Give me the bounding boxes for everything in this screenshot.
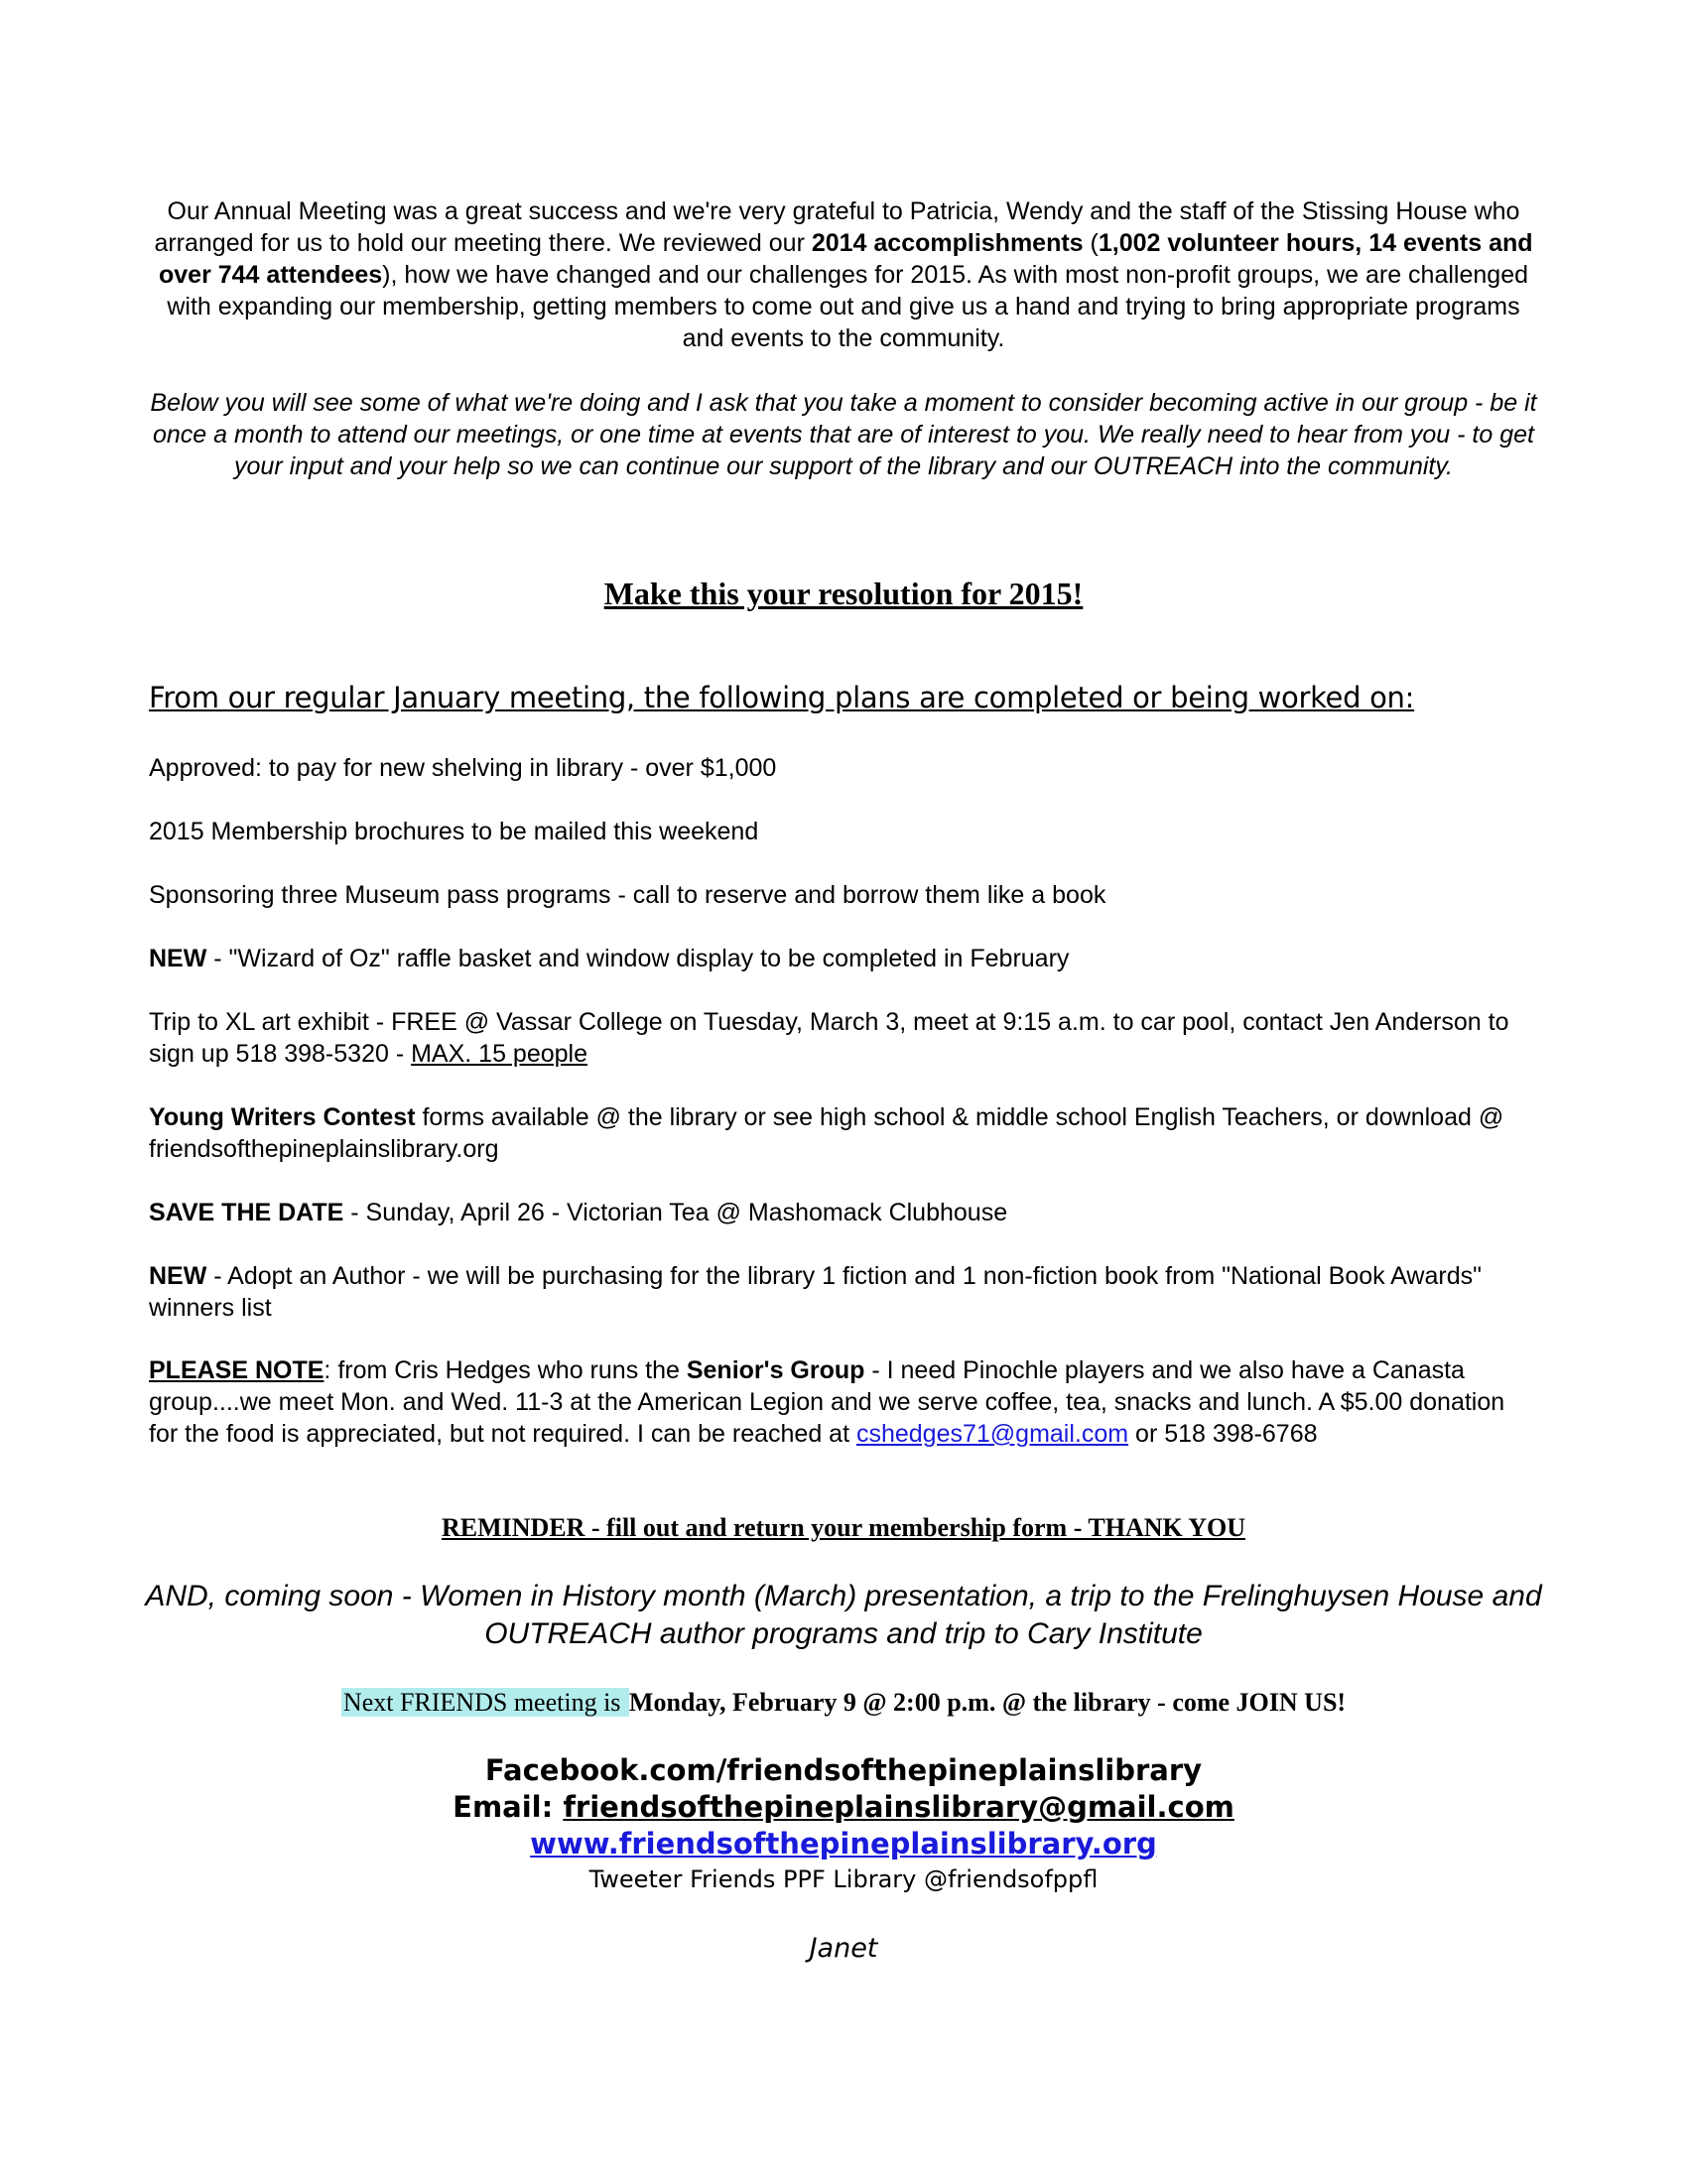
intro-accomplishments: 2014 accomplishments (811, 229, 1084, 257)
email-link[interactable]: friendsofthepineplainslibrary@gmail.com (563, 1790, 1234, 1824)
resolution-heading-text: Make this your resolution for 2015! (603, 576, 1084, 611)
signature-text: Janet (809, 1933, 878, 1964)
coming-soon (139, 1578, 1548, 1653)
intro-text-1: Our Annual Meeting was a great success and we're very grateful to Patricia, Wendy and the staff of the Stissing House who arranged for us to hold our meeting there. We reviewed our (154, 197, 1520, 257)
contact-block (149, 1752, 1538, 1896)
plan-item-save-date: SAVE THE DATE - Sunday, April 26 - Victorian Tea @ Mashomack Clubhouse (149, 1199, 1008, 1226)
plan-item-brochures: 2015 Membership brochures to be mailed this weekend (149, 818, 759, 845)
next-meeting-detail: Monday, February 9 @ 2:00 p.m. @ the library - come JOIN US! (628, 1688, 1347, 1717)
signature (149, 1933, 1538, 1964)
plan-item-shelving: Approved: to pay for new shelving in library - over $1,000 (149, 754, 777, 782)
plan-item-museum: Sponsoring three Museum pass programs - call to reserve and borrow them like a book (149, 881, 1106, 909)
next-meeting-label: Next FRIENDS meeting is (342, 1688, 627, 1717)
facebook-link[interactable]: Facebook.com/friendsofthepineplainslibrary (484, 1753, 1203, 1787)
intro-paragraph (149, 195, 1538, 354)
plan-item-raffle: NEW - "Wizard of Oz" raffle basket and window display to be completed in February (149, 945, 1070, 972)
raffle-new-label: NEW (149, 945, 207, 972)
reminder-text: REMINDER - fill out and return your membership form - THANK YOU (441, 1513, 1246, 1542)
appeal-text: Below you will see some of what we're doing and I ask that you take a moment to consider becoming active in our group - be it once a month to attend our meetings, or one time at events that are of interest to you. We really need to hear from you - to get your input and your help so we can continue our support of the library and our OUTREACH into the community. (150, 389, 1537, 480)
resolution-heading (149, 576, 1538, 612)
website-link[interactable]: www.friendsofthepineplainslibrary.org (530, 1827, 1157, 1861)
coming-soon-text: AND, coming soon - Women in History month (March) presentation, a trip to the Frelinghuysen House and OUTREACH author programs and trip to Cary Institute (145, 1580, 1542, 1650)
plan-item-writers: Young Writers Contest forms available @ the library or see high school & middle school English Teachers, or download @ friendsofthepineplainslibrary.org (149, 1103, 1504, 1163)
plans-heading (149, 681, 1558, 714)
plans-heading-text: From our regular January meeting, the following plans are completed or being worked on: (149, 681, 1415, 714)
seniors-group-label: Senior's Group (686, 1356, 865, 1384)
plan-item-note: PLEASE NOTE: from Cris Hedges who runs the Senior's Group - I need Pinochle players and we also have a Canasta group....we meet Mon. and Wed. 11-3 at the American Legion and we serve coffee, tea, snacks and lunch. A $5.00 donation for the food is appreciated, but not required. I can be reached at cshedges71@gmail.com or 518 398-6768 (149, 1356, 1505, 1448)
intro-stats: 1,002 volunteer hours, 14 events and over 744 attendees (159, 229, 1533, 289)
email-label: Email: (453, 1790, 564, 1824)
save-date-label: SAVE THE DATE (149, 1199, 344, 1226)
writers-contest-label: Young Writers Contest (149, 1103, 416, 1131)
adopt-new-label: NEW (149, 1262, 207, 1290)
email-line (149, 1789, 1538, 1826)
next-meeting (149, 1688, 1538, 1718)
intro-paren: ( (1083, 229, 1099, 257)
plan-item-adopt: NEW - Adopt an Author - we will be purchasing for the library 1 fiction and 1 non-fiction book from "National Book Awards" winners list (149, 1262, 1482, 1322)
reminder (149, 1513, 1538, 1543)
trip-max-note: MAX. 15 people (411, 1040, 587, 1068)
appeal-paragraph (149, 387, 1538, 482)
plan-item-trip: Trip to XL art exhibit - FREE @ Vassar College on Tuesday, March 3, meet at 9:15 a.m. to car pool, contact Jen Anderson to sign up 518 398-5320 - MAX. 15 people (149, 1008, 1509, 1068)
intro-text-2: ), how we have changed and our challenges for 2015. As with most non-profit groups, we are challenged with expanding our membership, getting members to come out and give us a hand and trying to bring appropriate programs and events to the community. (167, 261, 1528, 352)
seniors-email-link[interactable]: cshedges71@gmail.com (855, 1420, 1129, 1448)
please-note-label: PLEASE NOTE (149, 1356, 325, 1384)
twitter-line: Tweeter Friends PPF Library @friendsofppfl (588, 1865, 1099, 1893)
